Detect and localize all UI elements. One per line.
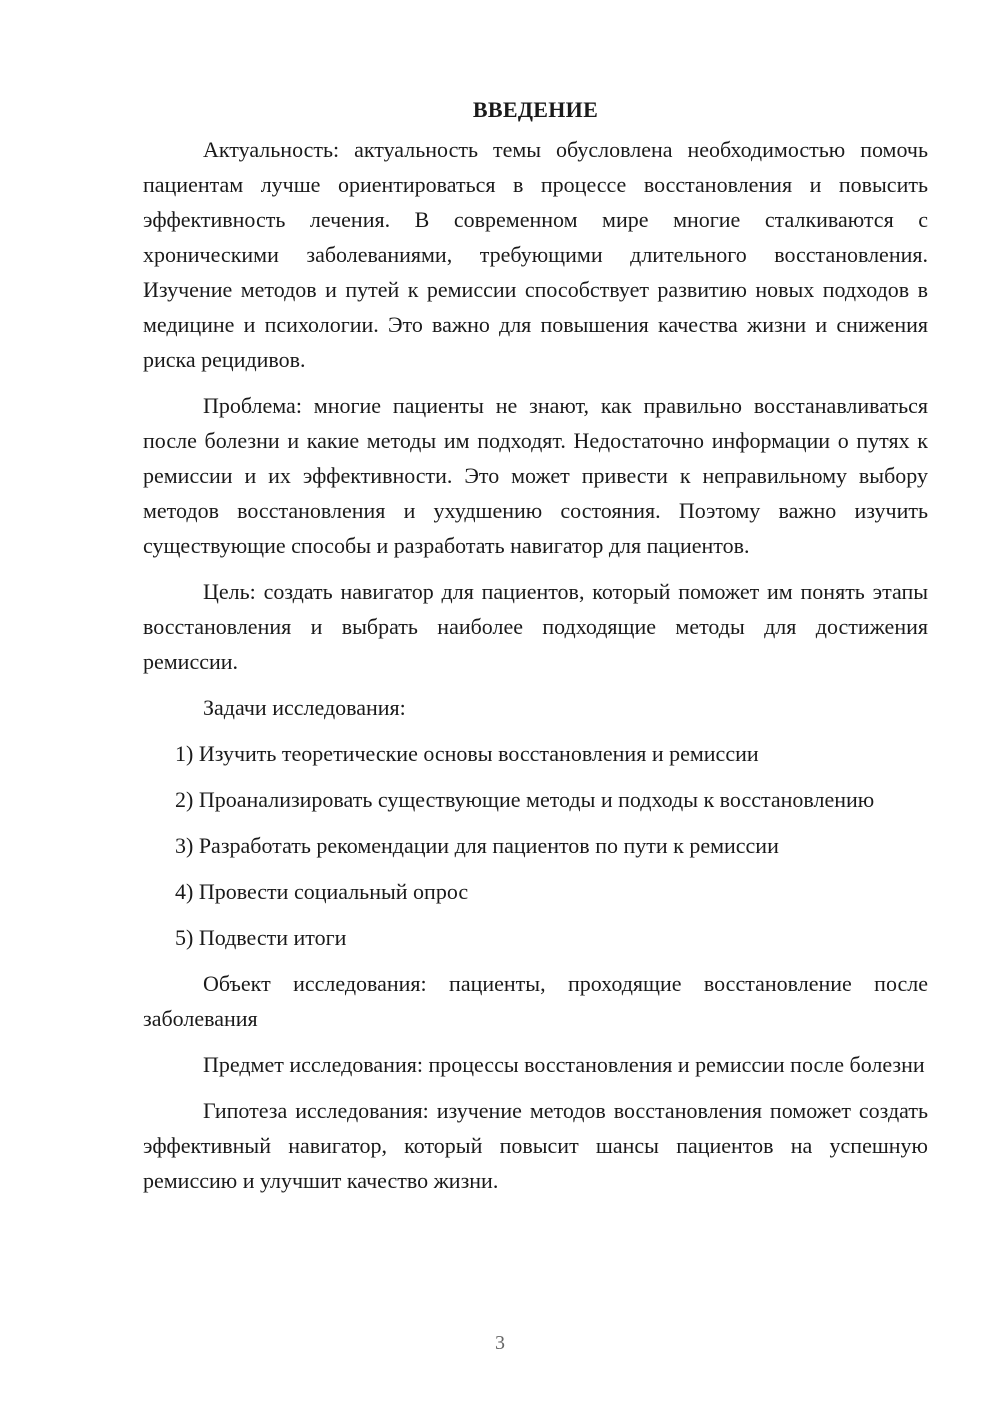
task-item-5: 5) Подвести итоги: [175, 925, 347, 950]
tasks-heading: Задачи исследования:: [203, 695, 406, 720]
task-item-2: 2) Проанализировать существующие методы и подходы к восстановлению: [175, 787, 875, 812]
document-page: [143, 92, 928, 1198]
paragraph-goal: Цель: создать навигатор для пациентов, который поможет им понять этапы восстановления и выбрать наиболее подходящие методы для достижения ремиссии.: [143, 579, 928, 674]
task-item-1: 1) Изучить теоретические основы восстановления и ремиссии: [175, 741, 759, 766]
page-number: 3: [495, 1332, 505, 1354]
paragraph-object: Объект исследования: пациенты, проходящие восстановление после заболевания: [143, 971, 928, 1031]
paragraph-problem: Проблема: многие пациенты не знают, как правильно восстанавливаться после болезни и какие методы им подходят. Недостаточно информации о путях к ремиссии и их эффективности. Это может привести к неправильному выбору методов восстановления и ухудшению состояния. Поэтому важно изучить существующие способы и разработать навигатор для пациентов.: [143, 393, 928, 558]
task-item-3: 3) Разработать рекомендации для пациентов по пути к ремиссии: [175, 833, 779, 858]
paragraph-subject: Предмет исследования: процессы восстановления и ремиссии после болезни: [203, 1052, 925, 1077]
paragraph-hypothesis: Гипотеза исследования: изучение методов восстановления поможет создать эффективный навигатор, который повысит шансы пациентов на успешную ремиссию и улучшит качество жизни.: [143, 1098, 928, 1193]
paragraph-relevance: Актуальность: актуальность темы обусловлена необходимостью помочь пациентам лучше ориентироваться в процессе восстановления и повысить эффективность лечения. В современном мире многие сталкиваются с хроническими заболеваниями, требующими длительного восстановления. Изучение методов и путей к ремиссии способствует развитию новых подходов в медицине и психологии. Это важно для повышения качества жизни и снижения риска рецидивов.: [143, 137, 928, 372]
page-title: ВВЕДЕНИЕ: [472, 97, 599, 122]
task-item-4: 4) Провести социальный опрос: [175, 879, 469, 904]
